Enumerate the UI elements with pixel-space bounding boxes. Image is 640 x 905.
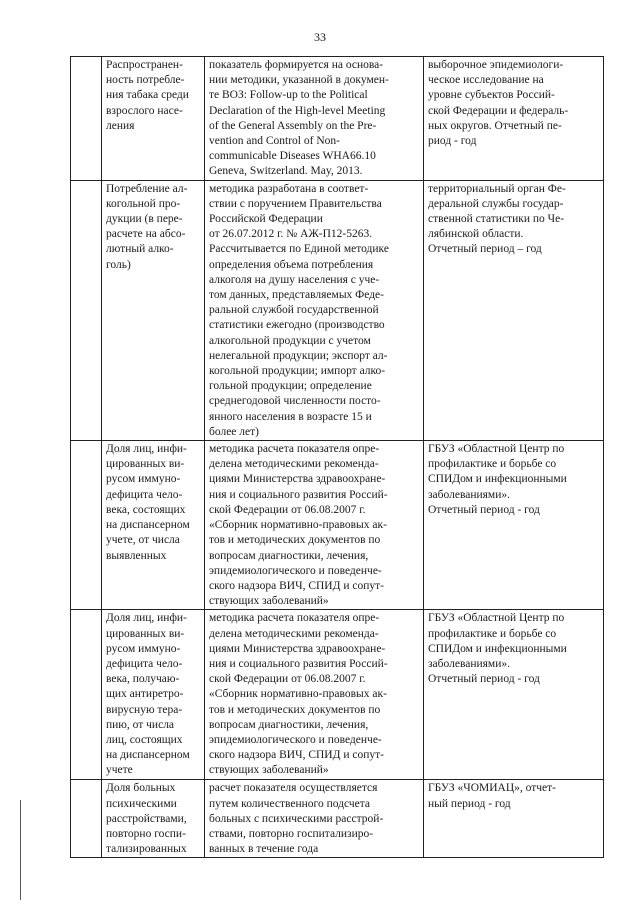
source-cell — [424, 441, 604, 610]
row-number-cell — [71, 57, 102, 181]
source-cell — [424, 57, 604, 181]
method-cell — [205, 57, 424, 181]
source-text: ГБУЗ «Областной Центр по профилактике и борьбе со СПИДом и инфекционными заболеваниями». Отчетный период - год — [428, 443, 567, 516]
source-text: территориальный орган Фе- деральной службы государ- ственной статистики по Че- лябинской области. Отчетный период – год — [428, 182, 566, 256]
indicator-text: Потребление ал- когольной про- дукции (в пере- расчете на абсо- лютный алко- голь) — [106, 182, 188, 271]
table-row — [71, 610, 604, 780]
method-text: показатель формируется на основа- нии методики, указанной в докумен- те ВОЗ: Follow-up to the Political Declaration of the High-level Meeting of the General Assembly on the Pre- vention and Control of Non- communicable Diseases WHA66.10 Geneva, Switzerland. May, 2013. — [209, 59, 389, 178]
row-number-cell — [71, 180, 102, 440]
indicator-cell — [102, 780, 205, 858]
source-cell — [424, 780, 604, 858]
source-cell — [424, 180, 604, 440]
method-text: расчет показателя осуществляется путем количественного подсчета больных с психическими расстрой- ствами, повторно госпитализиро- ванных в течение года — [209, 782, 384, 856]
source-text: ГБУЗ «Областной Центр по профилактике и борьбе со СПИДом и инфекционными заболеваниями». Отчетный период - год — [428, 612, 567, 686]
method-cell — [205, 180, 424, 440]
indicator-text: Доля больных психическими расстройствами, повторно госпи- тализированных — [106, 782, 187, 856]
method-text: методика расчета показателя опре- делена методическими рекоменда- циями Министерства здравоохране- ния и социального развития Россий- ской Федерации от 06.08.2007 г. «Сборник нормативно-правовых ак- тов и методических документов по вопросам диагностики, лечения, эпидемиологического и поведенче- ского надзора ВИЧ, СПИД и сопут- ствующих заболеваний» — [209, 612, 388, 777]
method-cell — [205, 780, 424, 858]
indicator-cell — [102, 180, 205, 440]
row-number-cell — [71, 780, 102, 858]
indicator-text: Доля лиц, инфи- цированных ви- русом иммуно- дефицита чело- века, получаю- щих антиретро- вирусную тера- пию, от числа лиц, состоящих на диспансерном учете — [106, 612, 190, 777]
method-cell — [205, 610, 424, 780]
indicator-text: Доля лиц, инфи- цированных ви- русом иммуно- дефицита чело- века, состоящих на диспансерном учете, от числа выявленных — [106, 443, 190, 562]
table-row — [71, 57, 604, 181]
source-text: ГБУЗ «ЧОМИАЦ», отчет- ный период - год — [428, 782, 557, 810]
row-number-cell — [71, 441, 102, 610]
indicator-cell — [102, 441, 205, 610]
indicator-table — [70, 56, 604, 858]
method-cell — [205, 441, 424, 610]
method-text: методика разработана в соответ- ствии с поручением Правительства Российской Федерации от 26.07.2012 г. № АЖ-П12-5263. Рассчитывается по Единой методике определения объема потребления алкоголя на душу населения с уче- том данных, представляемых Феде- ральной службой государственной статистики ежегодно (производство алкогольной продукции с учетом нелегальной продукции; экспорт ал- когольной продукции; импорт алко- гольной продукции; определение среднегодовой численности посто- янного населения в возрасте 15 и более лет) — [209, 182, 389, 438]
indicator-text: Распространен- ность потребле- ния табака среди взрослого насе- ления — [106, 59, 189, 132]
page-number: 33 — [314, 30, 326, 44]
margin-line — [20, 800, 21, 900]
source-cell — [424, 610, 604, 780]
table-row — [71, 180, 604, 440]
method-text: методика расчета показателя опре- делена методическими рекоменда- циями Министерства здравоохране- ния и социального развития Россий- ской Федерации от 06.08.2007 г. «Сборник нормативно-правовых ак- тов и методических документов по вопросам диагностики, лечения, эпидемиологического и поведенче- ского надзора ВИЧ, СПИД и сопут- ствующих заболеваний» — [209, 443, 388, 608]
table-row — [71, 780, 604, 858]
indicator-cell — [102, 57, 205, 181]
row-number-cell — [71, 610, 102, 780]
indicator-cell — [102, 610, 205, 780]
source-text: выборочное эпидемиологи- ческое исследование на уровне субъектов Россий- ской Федерации и федераль- ных округов. Отчетный пе- риод - год — [428, 59, 569, 148]
table-row — [71, 441, 604, 610]
